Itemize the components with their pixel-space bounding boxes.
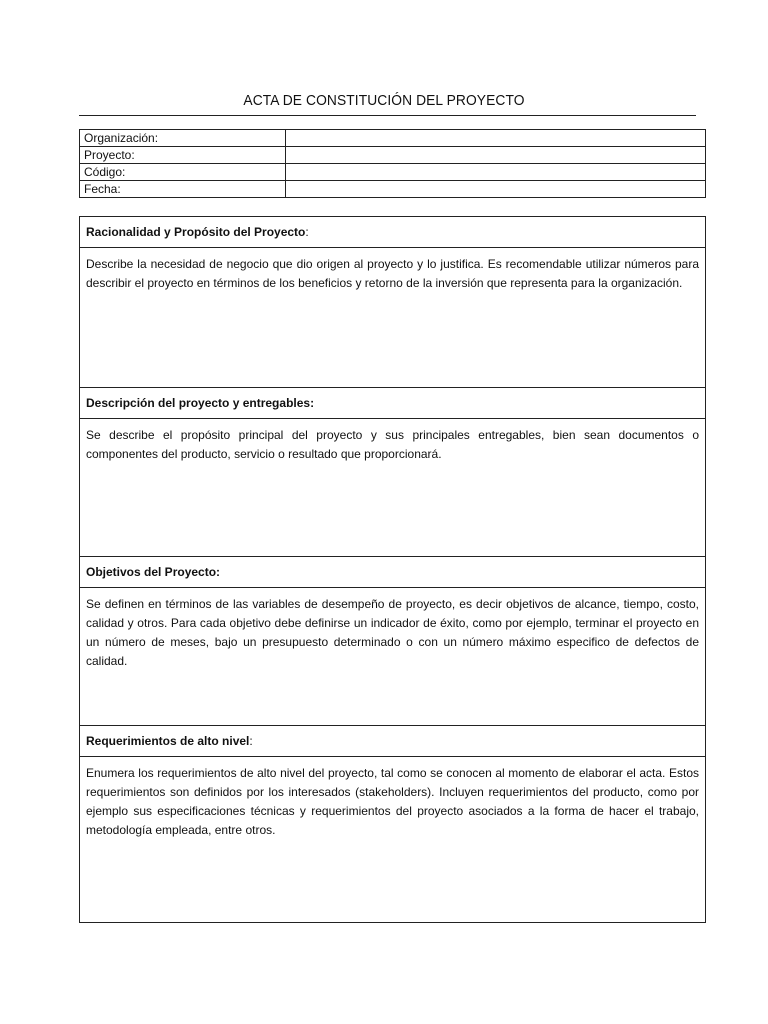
organization-value[interactable] bbox=[286, 130, 706, 147]
section-heading-requirements bbox=[80, 726, 705, 757]
section-heading-text: Racionalidad y Propósito del Proyecto bbox=[86, 225, 306, 239]
code-value[interactable] bbox=[286, 164, 706, 181]
section-heading-text: Descripción del proyecto y entregables: bbox=[86, 396, 315, 410]
table-row bbox=[80, 164, 706, 181]
section-heading-text: Objetivos del Proyecto: bbox=[86, 565, 221, 579]
section-body-text: Se definen en términos de las variables de desempeño de proyecto, es decir objetivos de alcance, tiempo, costo, calidad y otros. Para cada objetivo debe definirse un indicador de éxito, como por ejemplo, terminar el proyecto en un número de meses, bajo un presupuesto determinado o con un número máximo especifico de defectos de calidad. bbox=[86, 597, 699, 668]
charter-sections bbox=[79, 216, 706, 923]
section-heading-suffix: : bbox=[249, 734, 253, 748]
table-row bbox=[80, 130, 706, 147]
title-underline bbox=[79, 115, 696, 116]
code-label: Código: bbox=[80, 164, 286, 181]
project-info-table bbox=[79, 129, 706, 198]
project-value[interactable] bbox=[286, 147, 706, 164]
section-heading-suffix: : bbox=[305, 225, 309, 239]
section-heading-text: Requerimientos de alto nivel bbox=[86, 734, 250, 748]
section-body-objectives bbox=[80, 588, 705, 726]
section-heading-objectives bbox=[80, 557, 705, 588]
project-label: Proyecto: bbox=[80, 147, 286, 164]
table-row bbox=[80, 147, 706, 164]
section-body-text: Se describe el propósito principal del proyecto y sus principales entregables, bien sean documentos o componentes del producto, servicio o resultado que proporcionará. bbox=[86, 428, 699, 461]
section-body-text: Describe la necesidad de negocio que dio origen al proyecto y lo justifica. Es recomendable utilizar números para describir el proyecto en términos de los beneficios y retorno de la inversión que representa para la organización. bbox=[86, 257, 699, 290]
table-row bbox=[80, 181, 706, 198]
section-body-requirements bbox=[80, 757, 705, 922]
section-body-text: Enumera los requerimientos de alto nivel del proyecto, tal como se conocen al momento de elaborar el acta. Estos requerimientos son definidos por los interesados (stakeholders). Incluyen requerimientos del producto, como por ejemplo sus especificaciones técnicas y requerimientos del proyecto asociados a la forma de hacer el trabajo, metodología empleada, entre otros. bbox=[86, 766, 699, 837]
date-label: Fecha: bbox=[80, 181, 286, 198]
organization-label: Organización: bbox=[80, 130, 286, 147]
section-heading-rationale bbox=[80, 217, 705, 248]
section-body-rationale bbox=[80, 248, 705, 388]
section-heading-description bbox=[80, 388, 705, 419]
date-value[interactable] bbox=[286, 181, 706, 198]
section-body-description bbox=[80, 419, 705, 557]
document-title: ACTA DE CONSTITUCIÓN DEL PROYECTO bbox=[243, 92, 525, 109]
